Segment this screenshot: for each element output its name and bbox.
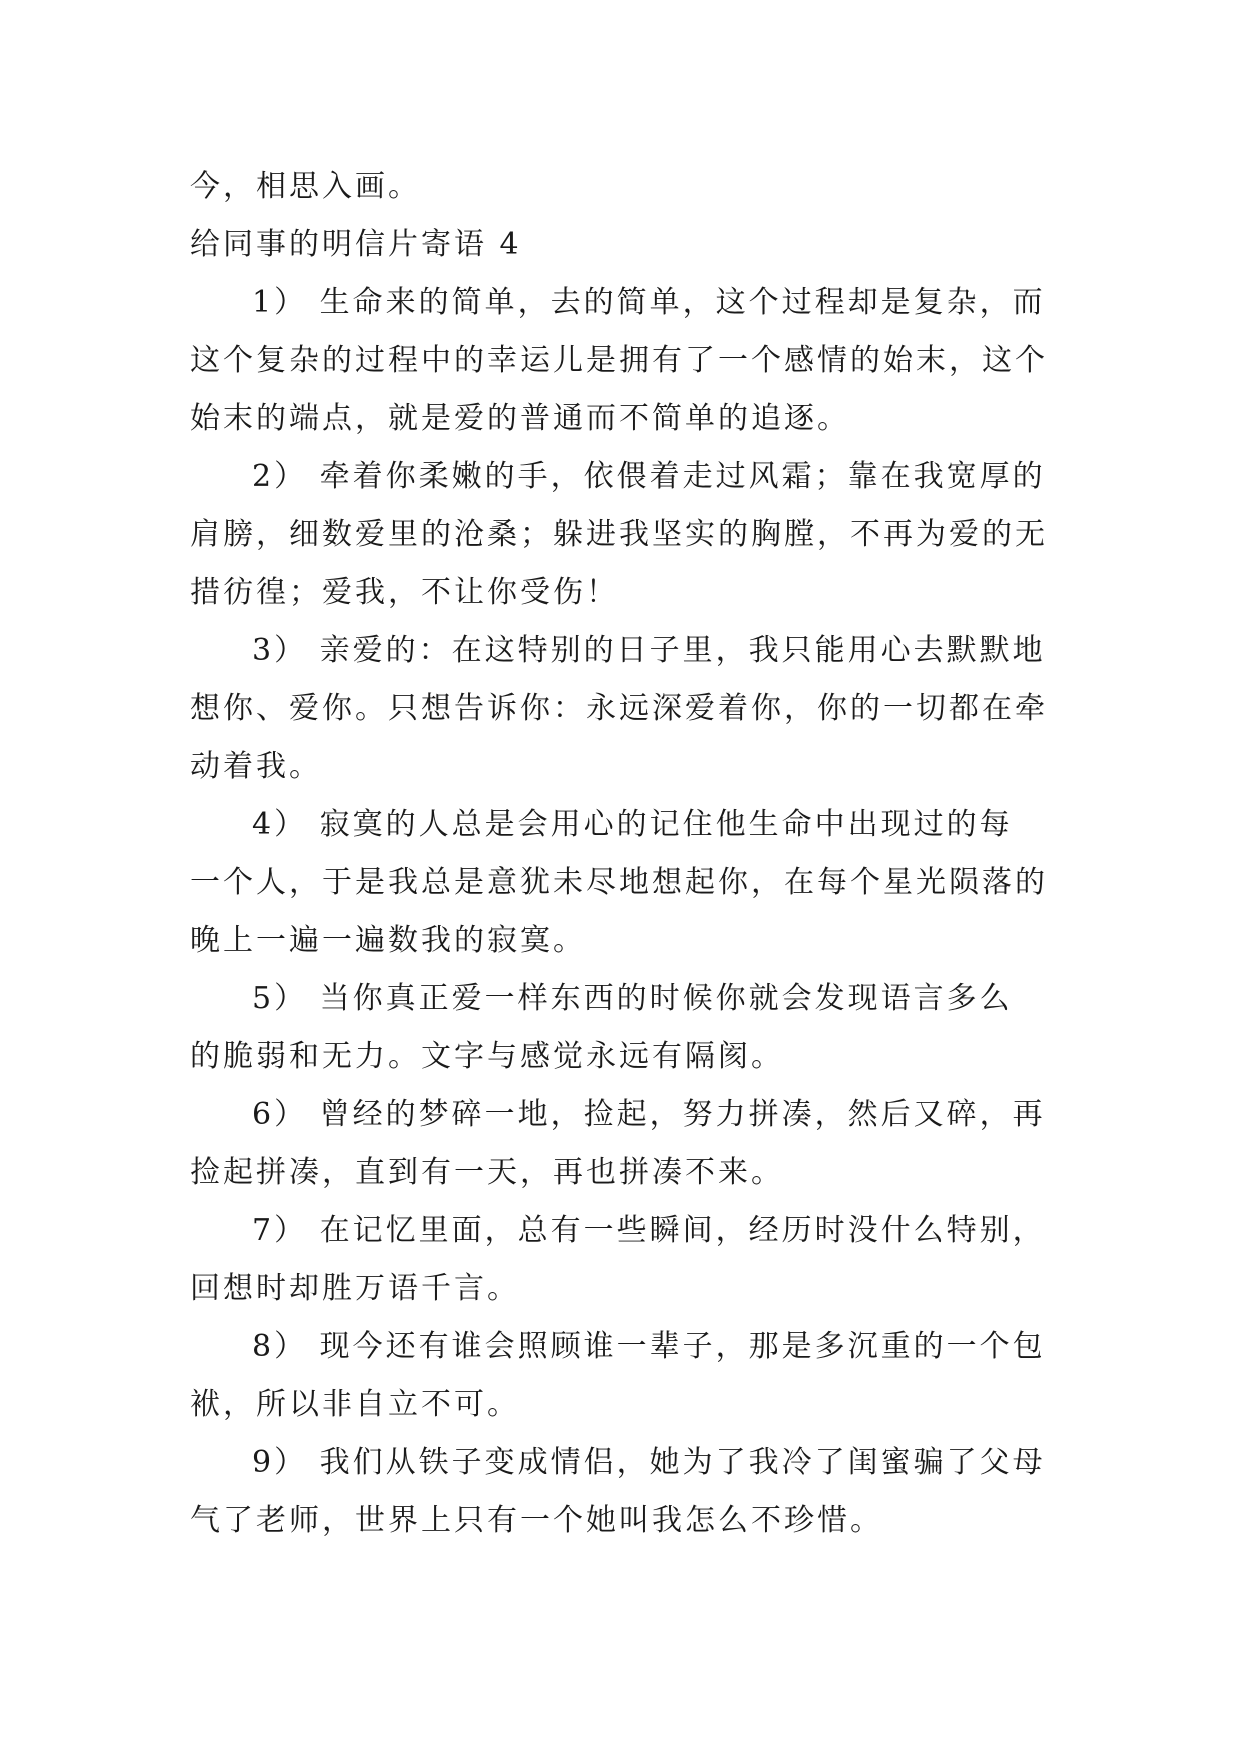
text-line: 今，相思入画。	[190, 169, 421, 204]
text-line: 气了老师，世界上只有一个她叫我怎么不珍惜。	[190, 1503, 883, 1538]
text-line: 袱，所以非自立不可。	[190, 1387, 520, 1422]
text-line: 想你、爱你。只想告诉你：永远深爱着你，你的一切都在牵	[190, 691, 1048, 726]
text-line: 9） 我们从铁子变成情侣，她为了我冷了闺蜜骗了父母	[252, 1445, 1046, 1480]
text-line: 措彷徨；爱我，不让你受伤！	[190, 575, 619, 610]
text-line: 2） 牵着你柔嫩的手，依偎着走过风霜；靠在我宽厚的	[252, 459, 1046, 494]
document-body	[190, 158, 1060, 1550]
text-line: 1） 生命来的简单，去的简单，这个过程却是复杂，而	[252, 285, 1046, 320]
text-line: 晚上一遍一遍数我的寂寞。	[190, 923, 586, 958]
text-line: 3） 亲爱的：在这特别的日子里，我只能用心去默默地	[252, 633, 1046, 668]
text-line: 5） 当你真正爱一样东西的时候你就会发现语言多么	[252, 981, 1013, 1016]
text-line: 这个复杂的过程中的幸运儿是拥有了一个感情的始末，这个	[190, 343, 1048, 378]
text-line: 回想时却胜万语千言。	[190, 1271, 520, 1306]
text-line: 6） 曾经的梦碎一地，捡起，努力拼凑，然后又碎，再	[252, 1097, 1046, 1132]
text-line: 肩膀，细数爱里的沧桑；躲进我坚实的胸膛，不再为爱的无	[190, 517, 1048, 552]
text-line: 7） 在记忆里面，总有一些瞬间，经历时没什么特别，	[252, 1213, 1046, 1248]
text-line: 一个人，于是我总是意犹未尽地想起你，在每个星光陨落的	[190, 865, 1048, 900]
text-line: 的脆弱和无力。文字与感觉永远有隔阂。	[190, 1039, 784, 1074]
text-line: 4） 寂寞的人总是会用心的记住他生命中出现过的每	[252, 807, 1013, 842]
text-line: 捡起拼凑，直到有一天，再也拼凑不来。	[190, 1155, 784, 1190]
section-heading: 给同事的明信片寄语 4	[190, 227, 522, 262]
text-line: 8） 现今还有谁会照顾谁一辈子，那是多沉重的一个包	[252, 1329, 1046, 1364]
text-line: 动着我。	[190, 749, 322, 784]
text-line: 始末的端点，就是爱的普通而不简单的追逐。	[190, 401, 850, 436]
